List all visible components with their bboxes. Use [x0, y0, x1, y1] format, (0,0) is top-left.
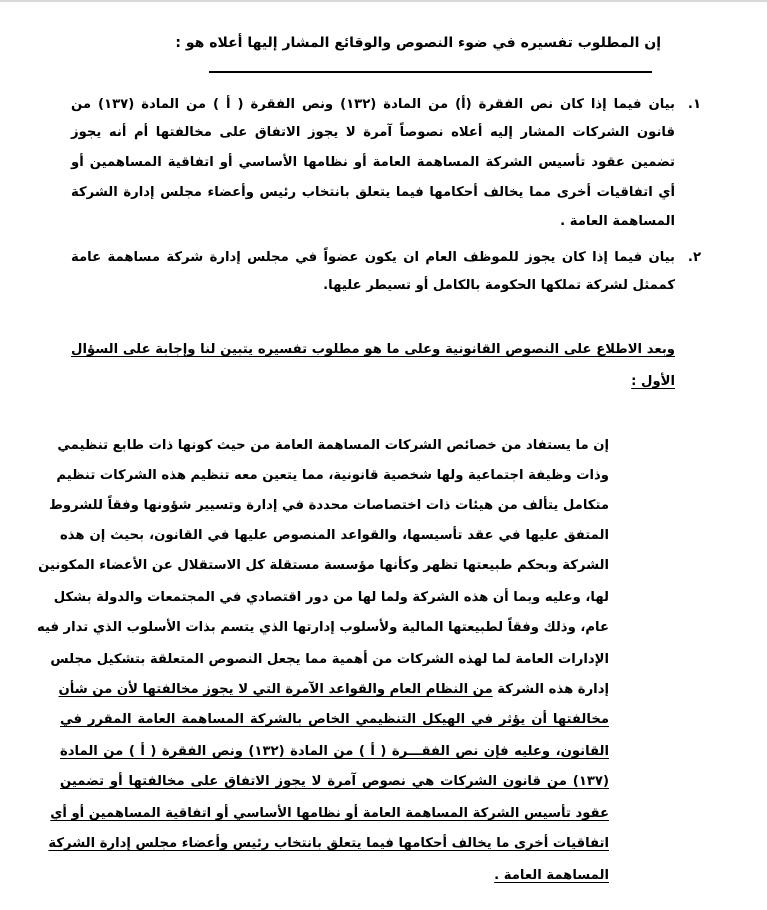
question-1-line-2: قانون الشركات المشار إليه أعلاه نصوصاً آمرة لا يجوز الاتفاق على مخالفتها أم أنه يجوز: [71, 125, 675, 140]
question-1-line-1: بيان فيما إذا كان نص الفقرة (أ) من المادة (١٣٢) ونص الفقرة ( أ ) من المادة (١٣٧) من: [71, 97, 675, 112]
question-1-line-5: المساهمة العامة .: [560, 214, 675, 229]
body-line-3: متكامل يتألف من هيئات ذات اختصاصات محددة في إدارة وتسيير شؤونها وفقاً للشروط: [49, 498, 609, 513]
body-line-9-plain: إدارة هذه الشركة: [492, 682, 609, 697]
body-underlined-line-3: (١٣٧) من قانون الشركات هي نصوص آمرة لا يجوز الاتفاق على مخالفتها أو تضمين: [60, 774, 609, 789]
body-line-1: إن ما يستفاد من خصائص الشركات المساهمة العامة من حيث كونها ذات طابع تنظيمي: [57, 438, 609, 453]
body-underlined-line-5: اتفاقيات أخرى ما يخالف أحكامها فيما يتعلق بانتخاب رئيس وأعضاء مجلس إدارة الشركة: [48, 836, 609, 851]
heading-divider: [209, 71, 652, 73]
answer-intro-line-1: وبعد الاطلاع على النصوص القانونية وعلى ما هو مطلوب تفسيره يتبين لنا وإجابة على السؤال: [71, 342, 675, 357]
question-2-line-1: بيان فيما إذا كان يجوز للموظف العام ان يكون عضواً في مجلس إدارة شركة مساهمة عامة: [71, 250, 675, 265]
body-line-4: المتفق عليها في عقد تأسيسها، والقواعد المنصوص عليها في القانون، بحيث إن هذه: [60, 528, 609, 543]
question-1-line-3: تضمين عقود تأسيس الشركة المساهمة العامة أو نظامها الأساسي أو اتفاقية المساهمين أو: [71, 155, 675, 170]
body-underlined-line-1: مخالفتها أن يؤثر في الهيكل التنظيمي الخاص بالشركة المساهمة العامة المقرر في: [60, 712, 609, 727]
body-underlined-line-6: المساهمة العامة .: [494, 868, 609, 883]
body-line-8: الإدارات العامة لما لهذه الشركات من أهمية مما يجعل النصوص المتعلقة بتشكيل مجلس: [50, 652, 609, 667]
body-line-7: عام، وذلك وفقاً لطبيعتها المالية ولأسلوب إدارتها الذي يتسم بذات الأسلوب الذي تدار فيه: [36, 620, 609, 635]
window-top-edge: [0, 0, 767, 2]
body-underlined-line-2: القانون، وعليه فإن نص الفقـــرة ( أ ) من المادة (١٣٢) ونص الفقرة ( أ ) من المادة: [60, 744, 609, 759]
document-heading: إن المطلوب تفسيره في ضوء النصوص والوقائع المشار إليها أعلاه هو :: [175, 35, 661, 51]
body-line-2: وذات وظيفة اجتماعية ولها شخصية قانونية، مما يتعين معه تنظيم هذه الشركات تنظيم: [56, 468, 609, 483]
answer-intro-line-2: الأول :: [631, 374, 675, 389]
body-line-9: [60, 680, 609, 700]
question-2-number: ٢.: [687, 250, 701, 265]
body-line-6: لها، وعليه وبما أن هذه الشركة ولما لها من دور اقتصادي في المجتمعات والدولة بشكل: [53, 590, 609, 605]
body-line-5: الشركة وبحكم طبيعتها تظهر وكأنها مؤسسة مستقلة كل الاستقلال عن الأعضاء المكونين: [38, 558, 609, 573]
body-underlined-line-4: عقود تأسيس الشركة المساهمة العامة أو نظامها الأساسي أو اتفاقية المساهمين أو أي: [50, 806, 609, 821]
question-1-line-4: أي اتفاقيات أخرى مما يخالف أحكامها فيما يتعلق بانتخاب رئيس وأعضاء مجلس إدارة الشركة: [71, 185, 675, 200]
question-2-line-2: كممثل لشركة تملكها الحكومة بالكامل أو تسيطر عليها.: [323, 278, 675, 293]
body-line-9-underlined: من النظام العام والقواعد الآمرة التي لا يجوز مخالفتها لأن من شأن: [58, 682, 493, 697]
question-1-number: ١.: [687, 97, 701, 112]
